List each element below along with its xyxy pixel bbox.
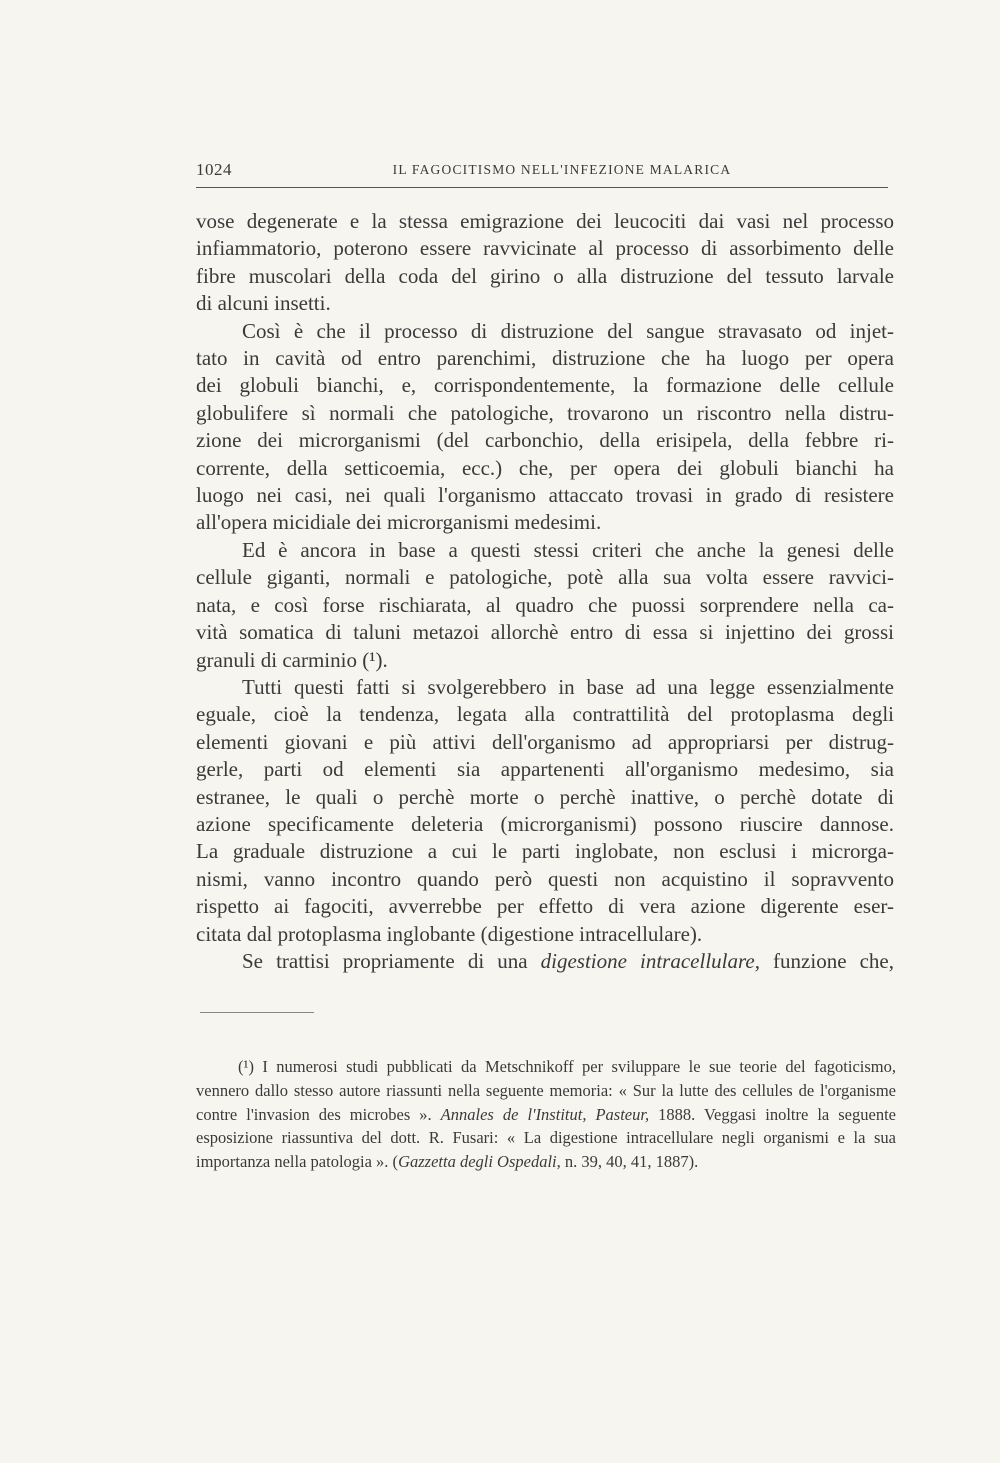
text-line: globulifere sì normali che patologiche, trovarono un riscontro nella distru-: [196, 400, 894, 425]
text-line: luogo nei casi, nei quali l'organismo attaccato trovasi in grado di resistere: [196, 483, 894, 508]
text-line: all'opera micidiale dei microrganismi medesimi.: [196, 510, 602, 535]
text-line: nata, e così forse rischiarata, al quadro che puossi sorprendere nella ca-: [196, 592, 894, 617]
text-line: estranee, le quali o perchè morte o perchè inattive, o perchè dotate di: [196, 784, 894, 809]
footnote-text: I numerosi studi pubblicati da Metschnikoff per sviluppare le sue teorie del fagoticismo, vennero dallo stesso autore riassunti nella seguente memoria: « Sur la lutte des cellules de l'organisme contre l'invasion des microbes ».: [196, 1057, 896, 1124]
text-line: gerle, parti od elementi sia appartenenti all'organismo medesimo, sia: [196, 757, 894, 782]
footnote-1: [196, 1055, 896, 1174]
page-number: 1024: [196, 160, 232, 179]
text-line: vose degenerate e la stessa emigrazione dei leucociti dai vasi nel processo: [196, 209, 894, 233]
footnote-text: 1888. Veggasi inoltre la seguente esposizione riassuntiva del dott. R. Fusari: « La digestione intracellulare negli organismi e la sua importanza nella patologia ». (: [196, 1104, 896, 1172]
text-line: nismi, vanno incontro quando però questi non acquistino il sopravvento: [196, 866, 894, 891]
running-title: IL FAGOCITISMO NELL'INFEZIONE MALARICA: [392, 162, 732, 177]
footnotes: [196, 1055, 896, 1174]
text-line: granuli di carminio (¹).: [196, 647, 388, 672]
text-line: eguale, cioè la tendenza, legata alla contrattilità del protoplasma degli: [196, 702, 894, 727]
paragraph-4: [196, 674, 894, 948]
paragraph-1: [196, 208, 894, 318]
paragraph-3: [196, 537, 894, 674]
header-rule: [196, 187, 888, 188]
footnote-citation: Annales de l'Institut, Pasteur,: [440, 1104, 650, 1124]
text-line: tato in cavità od entro parenchimi, distruzione che ha luogo per opera: [196, 346, 894, 371]
text-line: [196, 948, 894, 975]
text-run: Se trattisi propriamente di una: [242, 948, 541, 973]
footnote-marker: (¹): [238, 1057, 254, 1076]
text-line: di alcuni insetti.: [196, 291, 331, 316]
text-line: rispetto ai fagociti, avverrebbe per effetto di vera azione digerente eser-: [196, 894, 894, 919]
text-run: funzione che,: [759, 948, 894, 973]
text-line: fibre muscolari della coda del girino o alla distruzione del tessuto larvale: [196, 263, 894, 288]
text-line: azione specificamente deleteria (microrganismi) possono riuscire dannose.: [196, 811, 894, 836]
text-line: infiammatorio, poterono essere ravvicinate al processo di assorbimento delle: [196, 236, 894, 261]
italic-term: digestione intracellulare,: [540, 948, 760, 973]
text-line: dei globuli bianchi, e, corrispondentemente, la formazione delle cellule: [196, 373, 894, 398]
footnote-citation: Gazzetta degli Ospedali,: [398, 1152, 561, 1172]
text-line: Ed è ancora in base a questi stessi criteri che anche la genesi delle: [242, 537, 894, 562]
text-line: citata dal protoplasma inglobante (digestione intracellulare).: [196, 921, 703, 946]
body-text: [196, 208, 894, 975]
footnote-text: n. 39, 40, 41, 1887).: [560, 1152, 699, 1172]
text-line: La graduale distruzione a cui le parti inglobate, non esclusi i microrga-: [196, 839, 894, 864]
paragraph-2: [196, 318, 894, 537]
text-line: cellule giganti, normali e patologiche, potè alla sua volta essere ravvici-: [196, 565, 894, 590]
running-header: [196, 160, 888, 184]
text-line: Tutti questi fatti si svolgerebbero in base ad una legge essenzialmente: [242, 674, 894, 699]
paragraph-5: [196, 948, 894, 975]
footnote-rule: [200, 1012, 314, 1013]
text-line: vità somatica di taluni metazoi allorchè entro di essa si injettino dei grossi: [196, 620, 894, 645]
text-line: corrente, della setticoemia, ecc.) che, per opera dei globuli bianchi ha: [196, 455, 894, 480]
text-line: elementi giovani e più attivi dell'organismo ad appropriarsi per distrug-: [196, 729, 894, 754]
text-line: zione dei microrganismi (del carbonchio, della erisipela, della febbre ri-: [196, 428, 894, 453]
text-line: Così è che il processo di distruzione del sangue stravasato od injet-: [242, 318, 894, 343]
